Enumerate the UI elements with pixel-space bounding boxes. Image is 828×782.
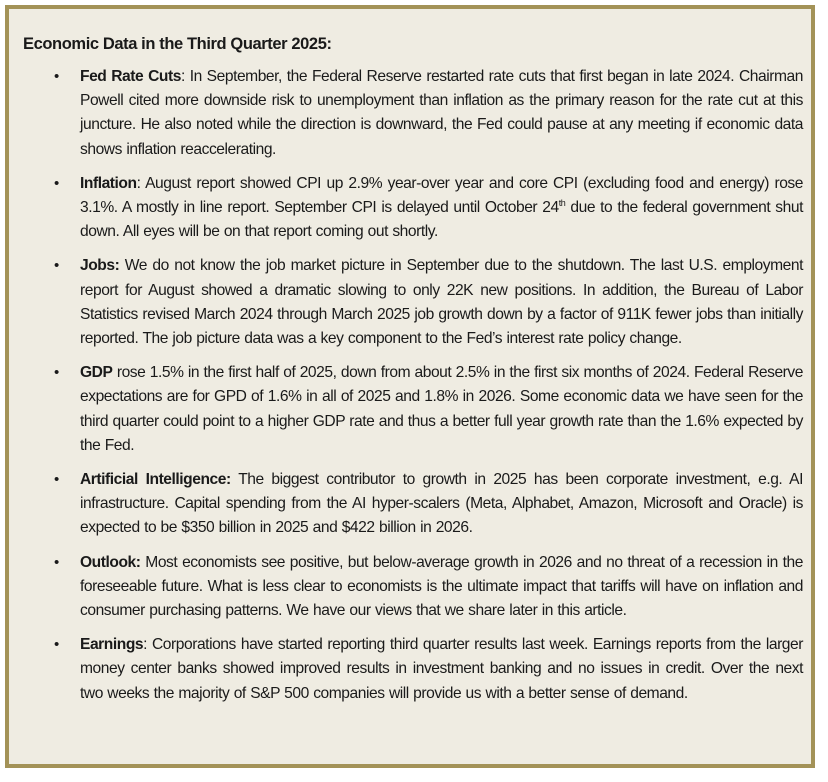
list-item-inflation xyxy=(9,172,811,245)
item-text: Corporations have started reporting third quarter results last week. Earnings reports from the larger money center banks showed improved results in investment banking and no issues in credit. Over the next two weeks the majority of S&P 500 companies will provide us with a better sense of demand. xyxy=(80,636,803,702)
item-separator: : xyxy=(143,636,152,654)
bullet-icon: • xyxy=(54,553,59,571)
bullet-icon: • xyxy=(54,174,59,192)
item-label: Artificial Intelligence: xyxy=(80,471,231,489)
bullet-icon: • xyxy=(54,636,59,654)
item-text: rose 1.5% in the first half of 2025, down from about 2.5% in the first six months of 2024. Federal Reserve expectations are for GPD of 1.6% in all of 2025 and 1.8% in 2026. Some economic data we have seen for the third quarter could point to a higher GDP rate and thus a better full year growth rate than the 1.6% expected by the Fed. xyxy=(80,364,803,454)
ordinal-suffix: th xyxy=(558,197,566,208)
item-text: In September, the Federal Reserve restarted rate cuts that first began in late 2024. Chairman Powell cited more downside risk to unemployment than inflation as the primary reason for the rate cut at this juncture. He also noted while the direction is downward, the Fed could pause at any meeting if economic data shows inflation reaccelerating. xyxy=(80,68,803,158)
list-item-jobs xyxy=(9,254,811,351)
economic-data-panel xyxy=(5,5,815,768)
bullet-icon: • xyxy=(54,471,59,489)
item-text: August report showed CPI up 2.9% year-over year and core CPI (excluding food and energy) rose 3.1%. A mostly in line report. September CPI is delayed until October 24 xyxy=(80,174,803,217)
item-label: GDP xyxy=(80,364,113,382)
item-label: Inflation xyxy=(80,174,137,192)
bullet-icon: • xyxy=(54,257,59,275)
panel-heading: Economic Data in the Third Quarter 2025: xyxy=(23,35,332,53)
item-label: Jobs: xyxy=(80,257,120,275)
item-label: Fed Rate Cuts xyxy=(80,68,181,85)
bullet-icon: • xyxy=(54,68,59,85)
list-item-gdp xyxy=(9,361,811,458)
economic-data-list xyxy=(9,65,811,716)
item-text: We do not know the job market picture in September due to the shutdown. The last U.S. employment report for August showed a dramatic slowing to only 22K new positions. In addition, the Bureau of Labor Statistics revised March 2024 through March 2025 job growth down by a factor of 911K fewer jobs than initially reported. The job picture data was a key component to the Fed’s interest rate policy change. xyxy=(80,257,803,348)
bullet-icon: • xyxy=(54,364,59,382)
list-item-fed-rate-cuts xyxy=(9,65,811,162)
list-item-outlook xyxy=(9,551,811,624)
item-text: Most economists see positive, but below-average growth in 2026 and no threat of a recession in the foreseeable future. What is less clear to economists is the ultimate impact that tariffs will have on inflation and consumer purchasing patterns. We have our views that we share later in this article. xyxy=(80,553,803,620)
item-label: Earnings xyxy=(80,636,144,654)
item-separator: : xyxy=(136,174,146,192)
item-separator: : xyxy=(180,68,190,85)
list-item-earnings xyxy=(9,633,811,706)
item-text: The biggest contributor to growth in 2025 has been corporate investment, e.g. AI infrastructure. Capital spending from the AI hyper-scalers (Meta, Alphabet, Amazon, Microsoft and Oracle) is expected to be $350 billion in 2025 and $422 billion in 2026. xyxy=(80,471,803,537)
list-item-artificial-intelligence xyxy=(9,468,811,541)
item-label: Outlook: xyxy=(80,553,141,571)
item-text-continued: due to the federal government shut down. All eyes will be on that report coming out shortly. xyxy=(80,199,803,241)
